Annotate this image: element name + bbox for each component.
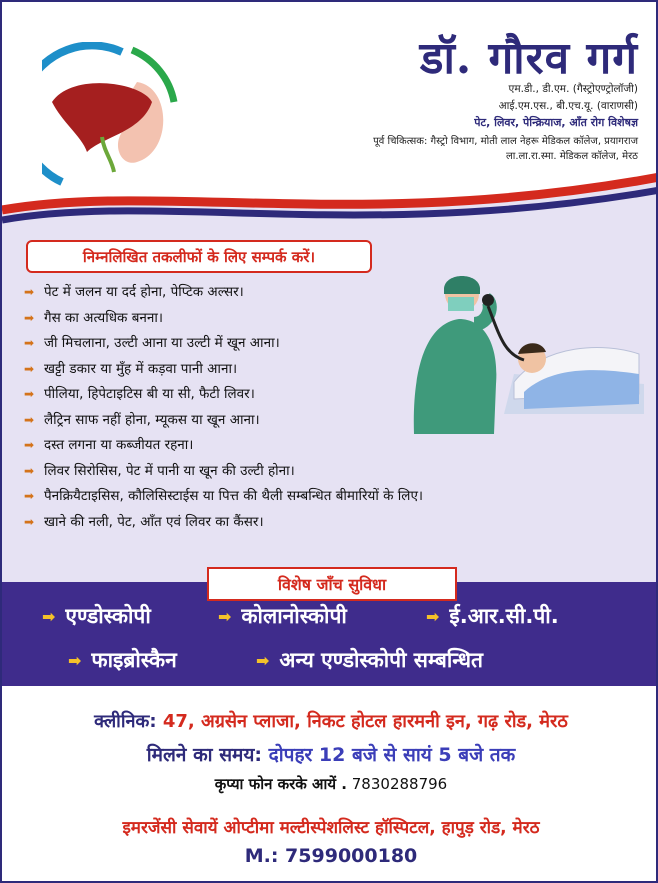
arrow-bullet-icon: ➡ <box>256 650 270 670</box>
arrow-bullet-icon: ➡ <box>24 514 35 529</box>
procedure-text: अन्य एण्डोस्कोपी सम्बन्धित <box>279 648 483 672</box>
arrow-bullet-icon: ➡ <box>24 310 35 325</box>
symptom-text: लैट्रिन साफ नहीं होना, म्यूकस या खून आना। <box>44 411 260 428</box>
arrow-bullet-icon: ➡ <box>24 412 35 427</box>
former-line-2: ला.ला.रा.स्मा. मेडिकल कॉलेज, मेरठ <box>505 151 638 162</box>
procedure-item <box>42 602 151 630</box>
arrow-bullet-icon: ➡ <box>24 336 35 350</box>
specialty: पेट, लिवर, पेन्क्रियाज, आँत रोग विशेषज्ञ <box>474 116 638 129</box>
procedure-item <box>68 646 177 674</box>
arrow-bullet-icon: ➡ <box>42 606 56 626</box>
symptom-text: खट्टी डकार या मुँह में कड़वा पानी आना। <box>44 360 238 377</box>
degree-line-1: एम.डी., डी.एम. (गैस्ट्रोएण्ट्रोलॉजी) <box>508 83 638 95</box>
arrow-bullet-icon: ➡ <box>68 650 82 670</box>
symptom-text: लिवर सिरोसिस, पेट में पानी या खून की उल्टी होना। <box>44 462 295 479</box>
emergency-services: इमरजेंसी सेवायें ओप्टीमा मल्टीस्पेशलिस्ट हॉस्पिटल, हापुड़ रोड, मेरठ <box>122 818 540 838</box>
symptoms-title: निम्नलिखित तकलीफों के लिए सम्पर्क करें। <box>26 240 372 273</box>
list-item <box>24 382 444 408</box>
list-item <box>24 510 444 536</box>
arrow-bullet-icon: ➡ <box>24 387 35 401</box>
list-item <box>24 280 444 306</box>
arrow-bullet-icon: ➡ <box>24 463 35 478</box>
doctor-patient-illustration <box>404 264 644 434</box>
symptom-text: जी मिचलाना, उल्टी आना या उल्टी में खून आना। <box>44 335 280 351</box>
clinic-address-line <box>2 709 658 733</box>
mobile-number: M.: 7599000180 <box>244 845 418 867</box>
symptom-text: पैनक्रियैटाइसिस, कौलिसिस्टाईस या पित्त की थैली सम्बन्धित बीमारियों के लिए। <box>44 488 424 504</box>
procedure-item <box>426 602 559 630</box>
call-line <box>2 774 658 794</box>
arrow-bullet-icon: ➡ <box>24 361 35 376</box>
procedure-text: कोलानोस्कोपी <box>241 604 347 628</box>
arrow-bullet-icon: ➡ <box>24 489 35 503</box>
visiting-time-line <box>2 741 658 767</box>
list-item <box>24 306 444 332</box>
symptom-text: पीलिया, हिपेटाइटिस बी या सी, फैटी लिवर। <box>44 386 255 402</box>
former-position <box>178 134 638 164</box>
arrow-bullet-icon: ➡ <box>218 606 232 626</box>
symptom-text: पेट में जलन या दर्द होना, पेप्टिक अल्सर। <box>44 284 244 300</box>
list-item <box>24 408 444 434</box>
arrow-bullet-icon: ➡ <box>426 606 440 626</box>
symptom-text: दस्त लगना या कब्जीयत रहना। <box>44 437 194 453</box>
symptom-list <box>24 280 444 535</box>
degree-line-2: आई.एम.एस., बी.एच.यू. (वाराणसी) <box>498 100 638 112</box>
list-item <box>24 459 444 485</box>
procedure-text: ई.आर.सी.पी. <box>449 604 559 628</box>
clinic-address: 47, अग्रसेन प्लाजा, निकट होटल हारमनी इन, गढ़ रोड, मेरठ <box>162 711 568 732</box>
list-item <box>24 484 444 510</box>
liver-stomach-logo <box>42 42 182 192</box>
list-item <box>24 331 444 357</box>
procedure-text: एण्डोस्कोपी <box>65 604 151 628</box>
clinic-phone: 7830288796 <box>351 775 448 793</box>
symptom-text: गैस का अत्यधिक बनना। <box>44 309 163 326</box>
doctor-name: डॉ. गौरव गर्ग <box>419 33 638 84</box>
call-text: कृप्या फोन करके आयें . <box>214 775 347 793</box>
visiting-time: दोपहर 12 बजे से सायं 5 बजे तक <box>268 744 516 766</box>
procedure-item <box>256 646 483 674</box>
arrow-bullet-icon: ➡ <box>24 438 35 452</box>
list-item <box>24 357 444 383</box>
time-label: मिलने का समय: <box>146 744 263 766</box>
procedure-item <box>218 602 347 630</box>
symptom-text: खाने की नली, पेट, आँत एवं लिवर का कैंसर। <box>44 513 264 530</box>
list-item <box>24 433 444 459</box>
arrow-bullet-icon: ➡ <box>24 285 35 299</box>
former-line-1: पूर्व चिकित्सक: गैस्ट्रो विभाग, मोती लाल नेहरू मेडिकल कॉलेज, प्रयागराज <box>373 136 638 147</box>
clinic-label: क्लीनिक: <box>94 711 157 732</box>
procedure-text: फाइब्रोस्कैन <box>91 648 177 672</box>
facility-title: विशेष जाँच सुविधा <box>207 567 457 601</box>
